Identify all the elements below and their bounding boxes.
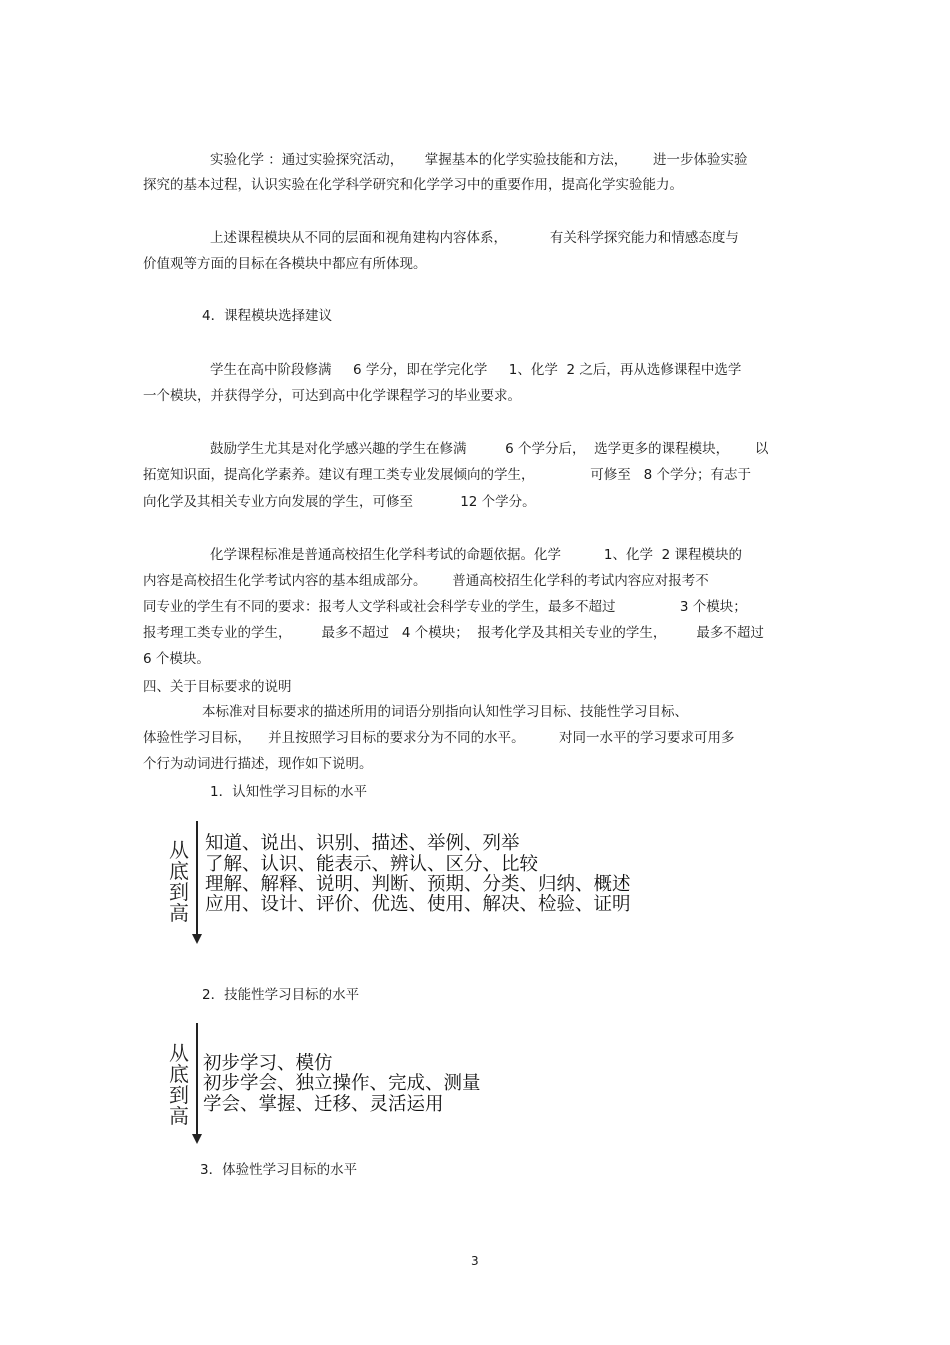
section-4-title: 四、关于目标要求的说明	[143, 679, 292, 695]
para3-line1: 学生在高中阶段修满 6 学分，即在学完化学 1、化学 2 之后，再从选修课程中选学	[210, 362, 742, 378]
para5-line5: 6 个模块。	[143, 651, 210, 667]
para5-line4: 报考理工类专业的学生， 最多不超过 4 个模块； 报考化学及其相关专业的学生， 最多不超过	[143, 625, 764, 641]
para6-line1: 本标准对目标要求的描述所用的词语分别指向认知性学习目标、技能性学习目标、	[202, 704, 688, 720]
para1-line1: 实验化学 ：通过实验探究活动， 掌握基本的化学实验技能和方法， 进一步体验实验	[210, 152, 748, 168]
vertical-label: 从 底 到 高	[169, 838, 189, 925]
heading-skill: 2．技能性学习目标的水平	[202, 987, 360, 1003]
heading-4: 4．课程模块选择建议	[202, 308, 333, 324]
para5-line2: 内容是高校招生化学考试内容的基本组成部分。 普通高校招生化学科的考试内容应对报考不	[143, 573, 709, 589]
skill-level-2: 初步学会、独立操作、完成、测量	[203, 1073, 481, 1094]
para4-line2: 拓宽知识面，提高化学素养。建议有理工类专业发展倾向的学生， 可修至 8 个学分；有志于	[143, 467, 752, 483]
axis-line	[196, 1023, 198, 1135]
para4-line1: 鼓励学生尤其是对化学感兴趣的学生在修满 6 个学分后， 选学更多的课程模块， 以	[210, 441, 769, 457]
para5-line1: 化学课程标准是普通高校招生化学科考试的命题依据。化学 1、化学 2 课程模块的	[210, 547, 742, 563]
para5-line3: 同专业的学生有不同的要求：报考人文学科或社会科学专业的学生，最多不超过 3 个模块；	[143, 599, 747, 615]
page-number: 3	[471, 1254, 479, 1268]
cognitive-level-2: 了解、认识、能表示、辨认、区分、比较	[205, 854, 539, 875]
para1-line2: 探究的基本过程，认识实验在化学科学研究和化学学习中的重要作用，提高化学实验能力。	[143, 177, 683, 193]
skill-level-1: 初步学习、模仿	[203, 1053, 333, 1074]
cognitive-level-3: 理解、解释、说明、判断、预期、分类、归纳、概述	[205, 874, 631, 895]
cognitive-level-4: 应用、设计、评价、优选、使用、解决、检验、证明	[205, 894, 631, 915]
vertical-label: 从 底 到 高	[169, 1041, 189, 1128]
skill-level-3: 学会、掌握、迁移、灵活运用	[203, 1094, 444, 1115]
para2-line1: 上述课程模块从不同的层面和视角建构内容体系， 有关科学探究能力和情感态度与	[210, 230, 739, 246]
para6-line3: 个行为动词进行描述，现作如下说明。	[143, 756, 373, 772]
para2-line2: 价值观等方面的目标在各模块中都应有所体现。	[143, 256, 427, 272]
para6-line2: 体验性学习目标， 并且按照学习目标的要求分为不同的水平。 对同一水平的学习要求可用多	[143, 730, 735, 746]
heading-experiential: 3．体验性学习目标的水平	[200, 1162, 358, 1178]
arrow-down-icon	[192, 1134, 202, 1144]
cognitive-level-1: 知道、说出、识别、描述、举例、列举	[205, 833, 520, 854]
para3-line2: 一个模块，并获得学分，可达到高中化学课程学习的毕业要求。	[143, 388, 521, 404]
para4-line3: 向化学及其相关专业方向发展的学生，可修至 12 个学分。	[143, 494, 536, 510]
arrow-down-icon	[192, 934, 202, 944]
axis-line	[196, 821, 198, 935]
heading-cognitive: 1．认知性学习目标的水平	[210, 784, 368, 800]
